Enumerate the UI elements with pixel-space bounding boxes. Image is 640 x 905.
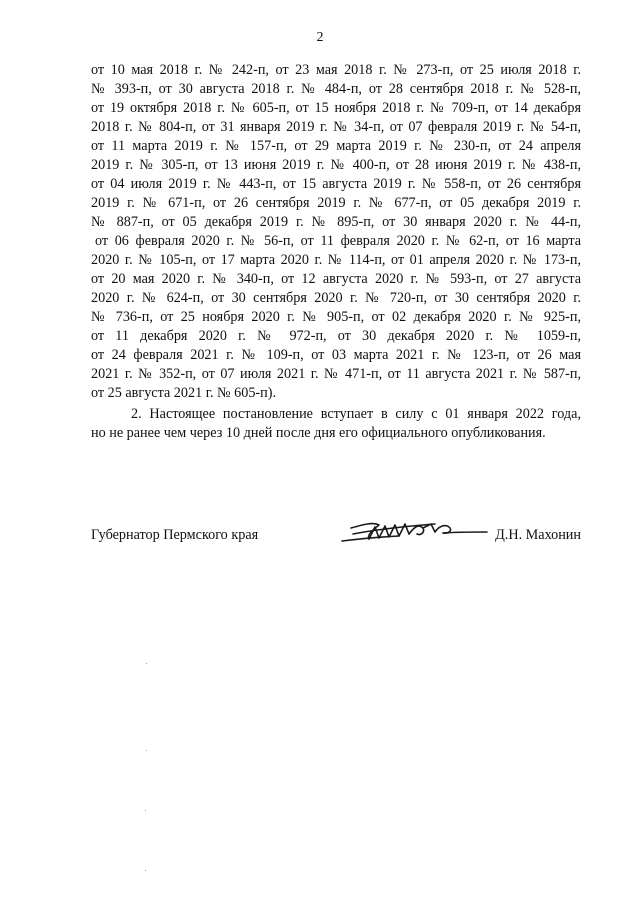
scan-speck (146, 663, 147, 664)
text-line: 2018 г. № 804-п, от 31 января 2019 г. № 34-п, от 07 февраля 2019 г. № 54-п, (91, 119, 581, 135)
scan-speck (145, 810, 146, 811)
text-line: от 19 октября 2018 г. № 605-п, от 15 ноября 2018 г. № 709-п, от 14 декабря (91, 100, 581, 116)
text-line: от 11 марта 2019 г. № 157-п, от 29 марта 2019 г. № 230-п, от 24 апреля (91, 138, 581, 154)
text-line: № 887-п, от 05 декабря 2019 г. № 895-п, от 30 января 2020 г. № 44-п, (91, 214, 581, 230)
text-line: от 04 июля 2019 г. № 443-п, от 15 августа 2019 г. № 558-п, от 26 сентября (91, 176, 581, 192)
text-line: от 24 февраля 2021 г. № 109-п, от 03 марта 2021 г. № 123-п, от 26 мая (91, 347, 581, 363)
scan-speck (145, 870, 146, 871)
text-line: № 393-п, от 30 августа 2018 г. № 484-п, от 28 сентября 2018 г. № 528-п, (91, 81, 581, 97)
text-line: № 736-п, от 25 ноября 2020 г. № 905-п, от 02 декабря 2020 г. № 925-п, (91, 309, 581, 325)
signature-block (91, 526, 581, 556)
text-line: 2019 г. № 305-п, от 13 июня 2019 г. № 400-п, от 28 июня 2019 г. № 438-п, (91, 157, 581, 173)
text-line: от 10 мая 2018 г. № 242-п, от 23 мая 2018 г. № 273-п, от 25 июля 2018 г. (91, 62, 581, 78)
text-line: 2020 г. № 624-п, от 30 сентября 2020 г. № 720-п, от 30 сентября 2020 г. (91, 290, 581, 306)
text-line: 2020 г. № 105-п, от 17 марта 2020 г. № 114-п, от 01 апреля 2020 г. № 173-п, (91, 252, 581, 268)
page-number: 2 (316, 30, 324, 45)
scan-speck (146, 750, 147, 751)
handwritten-signature (339, 512, 489, 552)
signer-name: Д.Н. Махонин (495, 527, 581, 543)
text-line: но не ранее чем через 10 дней после дня его официального опубликования. (91, 425, 546, 441)
text-line: 2. Настоящее постановление вступает в силу с 01 января 2022 года, (131, 406, 581, 422)
text-line: от 11 декабря 2020 г. № 972-п, от 30 декабря 2020 г. № 1059-п, (91, 328, 581, 344)
signer-title: Губернатор Пермского края (91, 527, 259, 543)
text-line: 2021 г. № 352-п, от 07 июля 2021 г. № 471-п, от 11 августа 2021 г. № 587-п, (91, 366, 581, 382)
text-line: 2019 г. № 671-п, от 26 сентября 2019 г. № 677-п, от 05 декабря 2019 г. (91, 195, 581, 211)
text-line: от 20 мая 2020 г. № 340-п, от 12 августа 2020 г. № 593-п, от 27 августа (91, 271, 581, 287)
text-line: от 06 февраля 2020 г. № 56-п, от 11 февраля 2020 г. № 62-п, от 16 марта (95, 233, 581, 249)
text-line: от 25 августа 2021 г. № 605-п). (91, 385, 276, 401)
